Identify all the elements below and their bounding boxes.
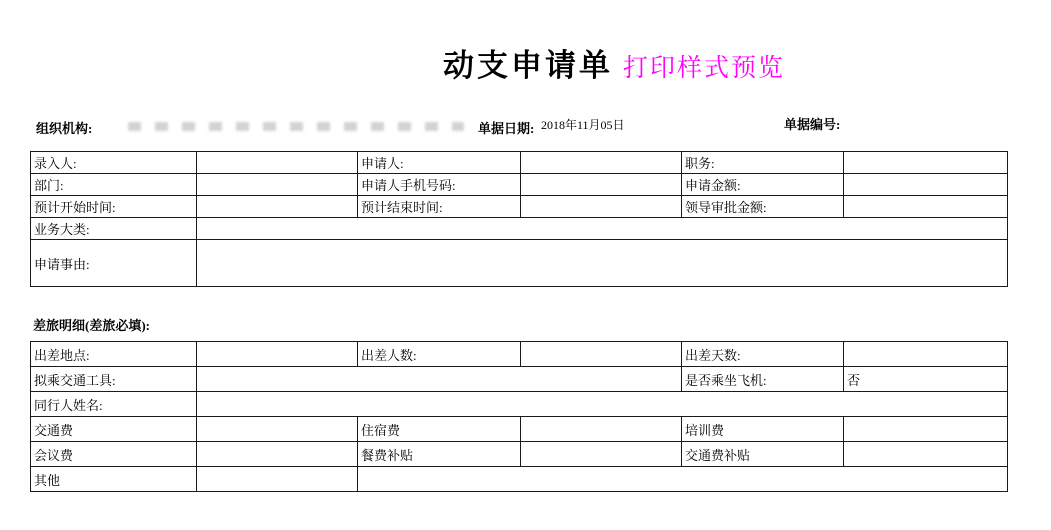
table-row xyxy=(31,240,1008,287)
value-companion-names xyxy=(197,392,1008,417)
label-planned-end-time: 预计结束时间: xyxy=(358,196,521,218)
label-take-flight: 是否乘坐飞机: xyxy=(682,367,844,392)
value-transport-fee xyxy=(197,417,358,442)
label-entry-person: 录入人: xyxy=(31,152,197,174)
table-row xyxy=(31,442,1008,467)
value-other-1 xyxy=(197,467,358,492)
label-department: 部门: xyxy=(31,174,197,196)
label-applied-amount: 申请金额: xyxy=(682,174,844,196)
value-training-fee xyxy=(844,417,1008,442)
page-title: 动支申请单 xyxy=(443,48,613,83)
label-meeting-fee: 会议费 xyxy=(31,442,197,467)
label-lodging-fee: 住宿费 xyxy=(358,417,521,442)
value-leader-approved-amount xyxy=(844,196,1008,218)
value-entry-person xyxy=(197,152,358,174)
travel-detail-table xyxy=(30,341,1008,492)
label-planned-start-time: 预计开始时间: xyxy=(31,196,197,218)
table-row xyxy=(31,152,1008,174)
value-trip-destination xyxy=(197,342,358,367)
value-applicant-phone xyxy=(521,174,682,196)
table-row xyxy=(31,367,1008,392)
value-other-2 xyxy=(358,467,1008,492)
value-planned-start-time xyxy=(197,196,358,218)
value-trip-headcount xyxy=(521,342,682,367)
label-transport-fee: 交通费 xyxy=(31,417,197,442)
table-row xyxy=(31,417,1008,442)
label-companion-names: 同行人姓名: xyxy=(31,392,197,417)
document-number-label: 单据编号: xyxy=(784,117,841,132)
label-applicant: 申请人: xyxy=(358,152,521,174)
table-row xyxy=(31,174,1008,196)
application-info-table xyxy=(30,151,1008,287)
label-business-category: 业务大类: xyxy=(31,218,197,240)
value-lodging-fee xyxy=(521,417,682,442)
value-planned-end-time xyxy=(521,196,682,218)
value-trip-days xyxy=(844,342,1008,367)
label-trip-days: 出差天数: xyxy=(682,342,844,367)
table-row xyxy=(31,467,1008,492)
label-training-fee: 培训费 xyxy=(682,417,844,442)
table-row xyxy=(31,218,1008,240)
organization-label: 组织机构: xyxy=(36,121,93,136)
label-trip-destination: 出差地点: xyxy=(31,342,197,367)
document-title-line xyxy=(443,40,785,85)
value-department xyxy=(197,174,358,196)
label-transport-subsidy: 交通费补贴 xyxy=(682,442,844,467)
document-date-label: 单据日期: xyxy=(478,121,535,136)
document-date-value: 2018年11月05日 xyxy=(541,118,625,132)
value-transport-subsidy xyxy=(844,442,1008,467)
label-applicant-phone: 申请人手机号码: xyxy=(358,174,521,196)
value-applicant xyxy=(521,152,682,174)
table-row xyxy=(31,392,1008,417)
value-meal-subsidy xyxy=(521,442,682,467)
label-transport-means: 拟乘交通工具: xyxy=(31,367,197,392)
print-preview-label: 打印样式预览 xyxy=(623,55,786,82)
value-take-flight: 否 xyxy=(844,367,1008,392)
label-meal-subsidy: 餐费补贴 xyxy=(358,442,521,467)
value-applied-amount xyxy=(844,174,1008,196)
label-position: 职务: xyxy=(682,152,844,174)
label-application-reason: 申请事由: xyxy=(31,240,197,287)
table-row xyxy=(31,196,1008,218)
organization-value-redacted xyxy=(128,122,464,131)
value-business-category xyxy=(197,218,1008,240)
value-transport-means xyxy=(197,367,682,392)
label-trip-headcount: 出差人数: xyxy=(358,342,521,367)
value-meeting-fee xyxy=(197,442,358,467)
label-leader-approved-amount: 领导审批金额: xyxy=(682,196,844,218)
travel-detail-heading: 差旅明细(差旅必填): xyxy=(33,318,150,333)
label-other: 其他 xyxy=(31,467,197,492)
value-position xyxy=(844,152,1008,174)
value-application-reason xyxy=(197,240,1008,287)
table-row xyxy=(31,342,1008,367)
